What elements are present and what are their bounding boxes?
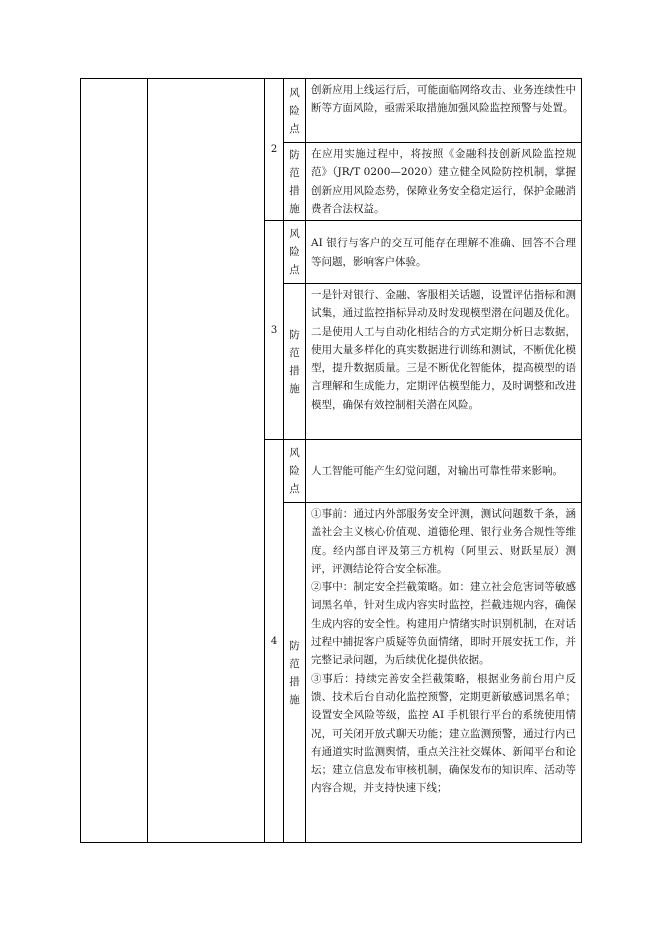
empty-cell-col1 (81, 79, 148, 843)
content-cell (306, 440, 582, 503)
content-paragraph: ②事中：制定安全拦截策略。如：建立社会危害词等敏感词黑名单，针对生成内容实时监控，拦截违规内容，确保生成内容的安全性。构建用户情绪实时识别机制，在对话过程中捕捉客户质疑等负面情绪，即时开展安抚工作，并完整记录问题，为后续优化提供依据。 (311, 581, 576, 667)
row-number: 2 (265, 79, 284, 221)
content-cell (306, 143, 582, 221)
content-paragraph: ③事后：持续完善安全拦截策略，根据业务前台用户反馈、技术后台自动化监控预警，定期更新敏感词黑名单；设置安全风险等级，监控 AI 手机银行平台的系统使用情况，可关闭开放式聊天功能；建立监测预警，通过行内已有通道实时监测舆情，重点关注社交媒体、新闻平台和论坛；建立信息发布审核机制，确保发布的知识库、活动等内容合规，并支持快速下线； (311, 672, 576, 795)
content-paragraph: ①事前：通过内外部服务安全评测，测试问题数千条，涵盖社会主义核心价值观、道德伦理、银行业务合规性等维度。经内部自评及第三方机构（阿里云、财跃星辰）测评，评测结论符合安全标准。 (311, 508, 576, 575)
category-label: 风 险 点 (284, 440, 306, 503)
row-number: 4 (265, 440, 284, 843)
category-label: 风 险 点 (284, 221, 306, 284)
content-cell (306, 79, 582, 143)
row-number: 3 (265, 221, 284, 440)
category-label: 防 范 措 施 (284, 143, 306, 221)
content-paragraph: 人工智能可能产生幻觉问题，对输出可靠性带来影响。 (311, 465, 563, 478)
category-label: 风 险 点 (284, 79, 306, 143)
table-row (81, 79, 582, 143)
content-paragraph: AI 银行与客户的交互可能存在理解不准确、回答不合理等问题，影响客户体验。 (311, 237, 576, 268)
content-cell (306, 221, 582, 284)
category-label: 防 范 措 施 (284, 284, 306, 440)
risk-table (80, 78, 582, 843)
category-label: 防 范 措 施 (284, 503, 306, 843)
content-cell (306, 503, 582, 843)
content-paragraph: 在应用实施过程中，将按照《金融科技创新风险监控规范》（JR/T 0200—2020）建立健全风险防控机制，掌握创新应用风险态势，保障业务安全稳定运行，保护金融消费者合法权益。 (311, 148, 576, 215)
content-cell (306, 284, 582, 440)
content-paragraph: 创新应用上线运行后，可能面临网络攻击、业务连续性中断等方面风险，亟需采取措施加强风险监控预警与处置。 (311, 84, 576, 115)
content-paragraph: 一是针对银行、金融、客服相关话题，设置评估指标和测试集，通过监控指标异动及时发现模型潜在问题及优化。二是使用人工与自动化相结合的方式定期分析日志数据，使用大量多样化的真实数据进行训练和测试，不断优化模型，提升数据质量。三是不断优化智能体，提高模型的语言理解和生成能力，定期评估模型能力，及时调整和改进模型，确保有效控制相关潜在风险。 (311, 289, 576, 411)
empty-cell-col2 (148, 79, 265, 843)
